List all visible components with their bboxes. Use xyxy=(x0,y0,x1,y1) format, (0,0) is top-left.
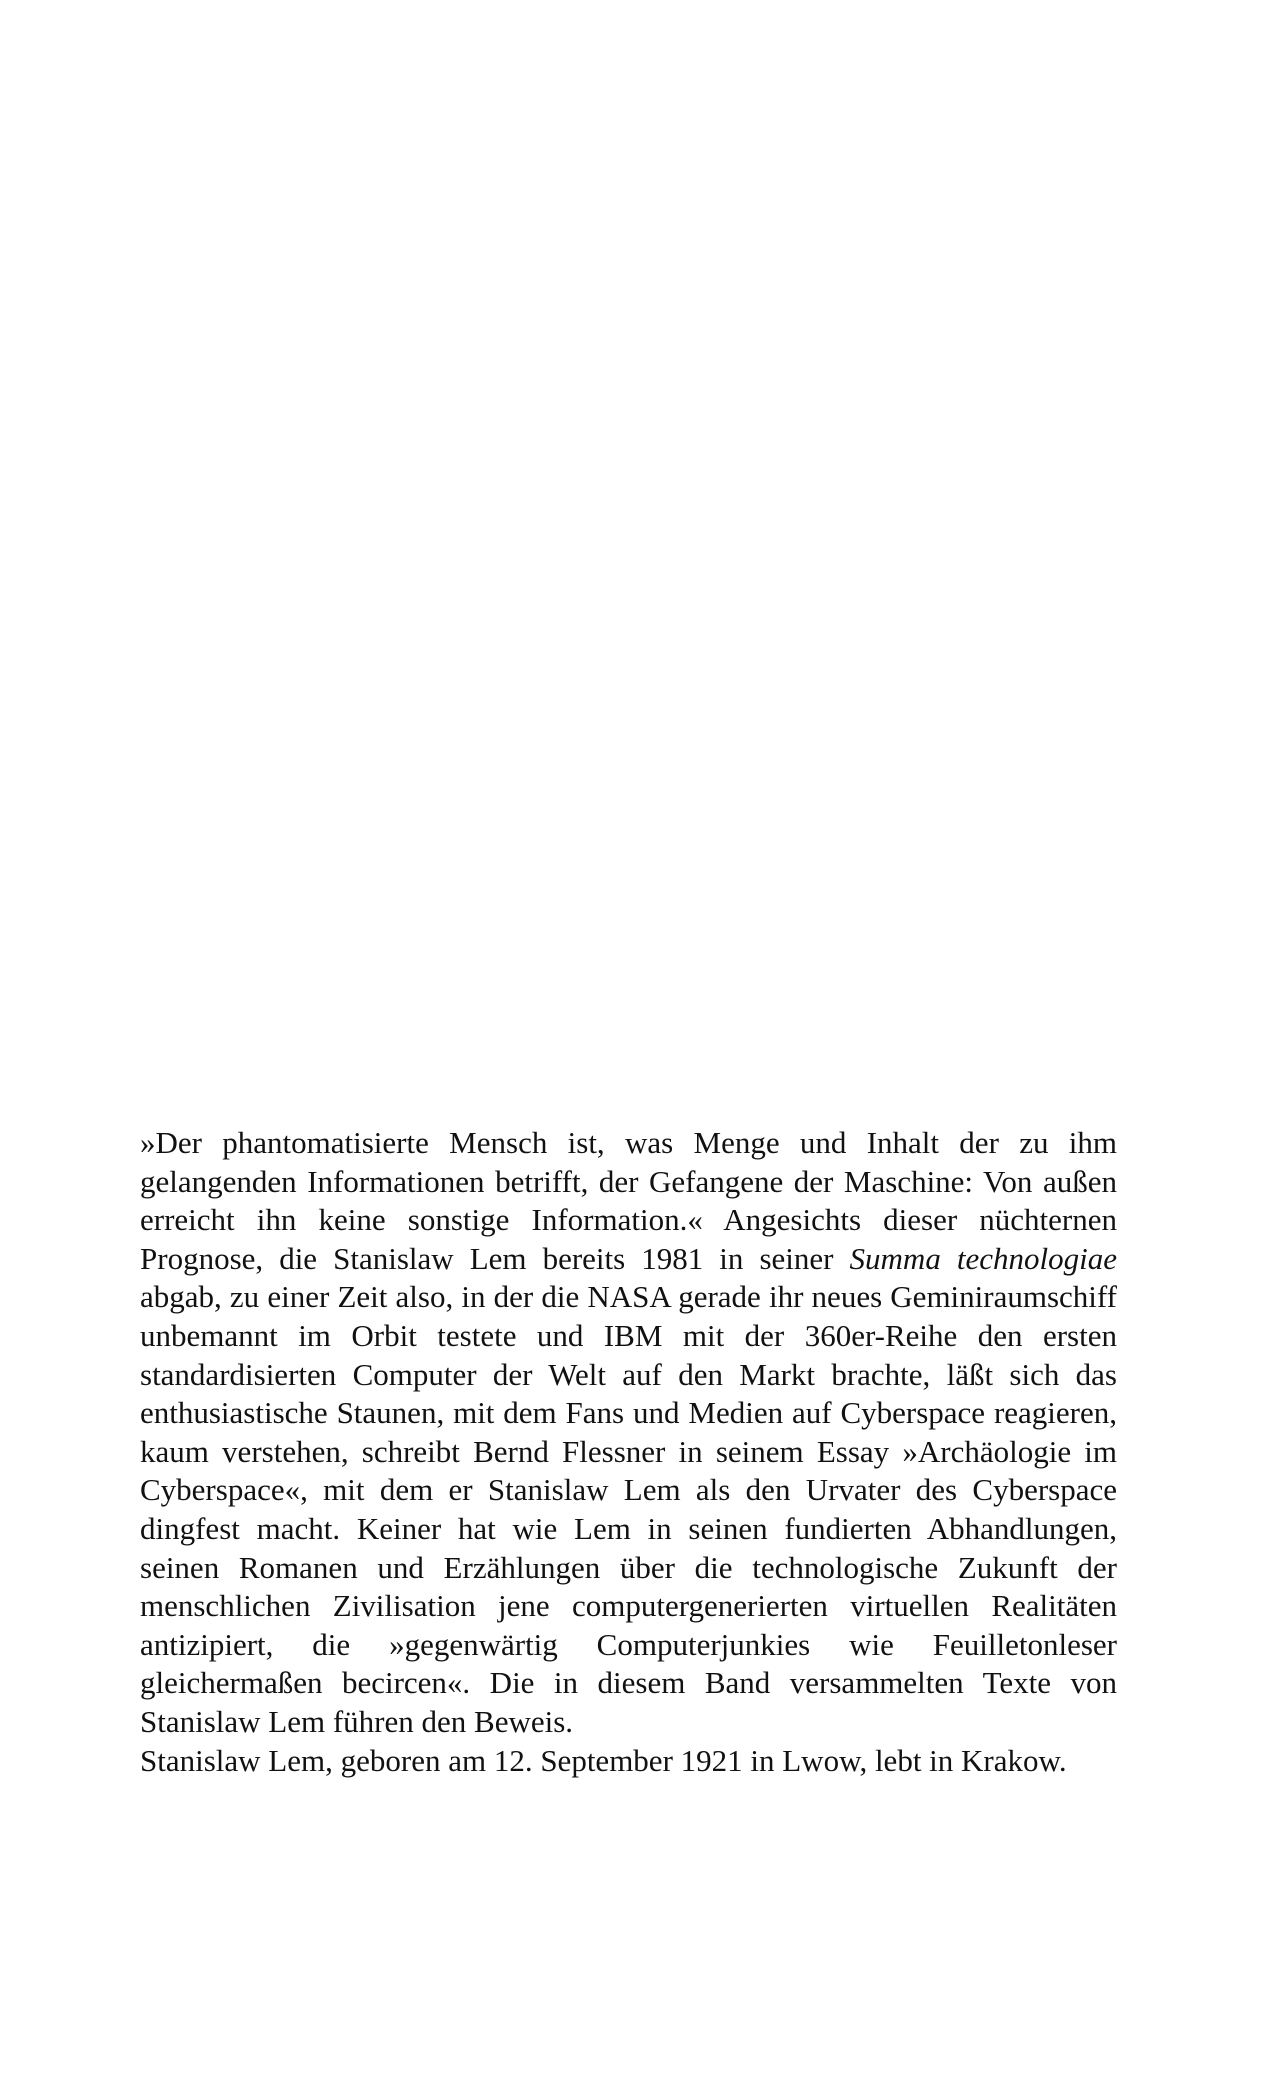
book-title: Summa technologiae xyxy=(849,1240,1117,1276)
blurb-paragraph xyxy=(140,1124,1117,1742)
blurb-text xyxy=(140,1124,1117,1780)
author-bio: Stanislaw Lem, geboren am 12. September 1921 in Lwow, lebt in Krakow. xyxy=(140,1742,1067,1778)
blurb-text-rest: abgab, zu einer Zeit also, in der die NASA gerade ihr neues Geminiraumschiff unbemannt im Orbit testete und IBM mit der 360er-Reihe den ersten standardisierten Computer der Welt auf den Markt brachte, läßt sich das enthusiastische Staunen, mit dem Fans und Medien auf Cyberspace reagieren, kaum verstehen, schreibt Bernd Flessner in seinem Essay »Archäologie im Cyberspace«, mit dem er Stanislaw Lem als den Urvater des Cyberspace dingfest macht. Keiner hat wie Lem in seinen fundierten Abhandlungen, seinen Romanen und Erzählungen über die technologische Zukunft der menschlichen Zivilisation jene computergenerierten virtuellen Realitäten antizipiert, die »gegenwärtig Computerjunkies wie Feuilletonleser gleichermaßen becircen«. Die in diesem Band versammelten Texte von Stanislaw Lem führen den Beweis. xyxy=(140,1279,1117,1739)
blurb-text-start: »Der phantomatisierte Mensch ist, was Menge und Inhalt der zu ihm gelangenden Informationen betrifft, der Gefangene der Maschine: Von außen erreicht ihn keine sonstige Information.« Angesichts dieser nüchternen Prognose, die Stanislaw Lem bereits 1981 in seiner xyxy=(140,1125,1117,1276)
